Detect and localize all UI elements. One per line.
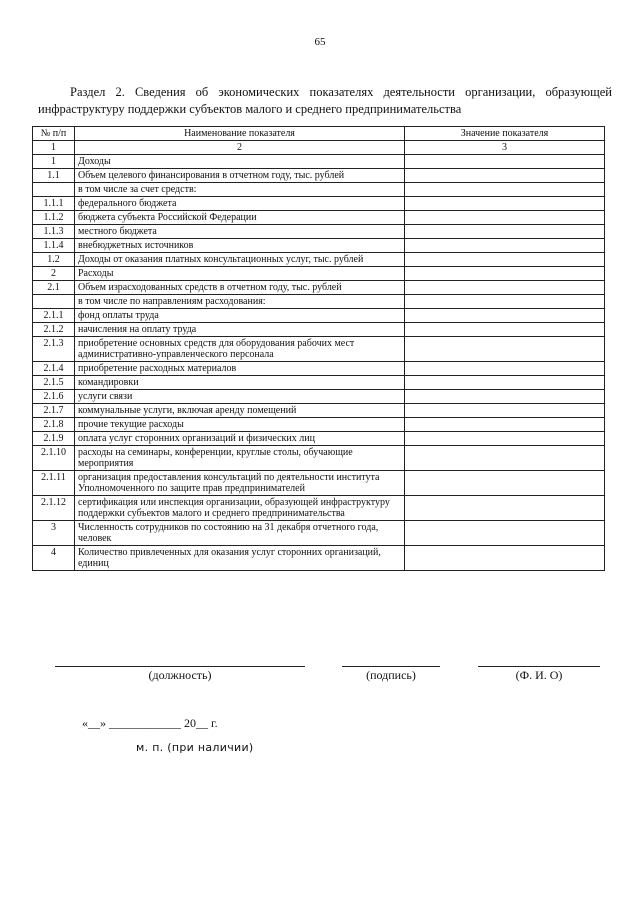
signature-label: (подпись) [366, 668, 416, 682]
indicators-table [32, 126, 605, 571]
row-value-cell[interactable] [405, 267, 605, 281]
row-number: 1.1.4 [33, 239, 75, 253]
table-row [33, 253, 605, 267]
row-indicator-name: приобретение расходных материалов [75, 362, 405, 376]
position-label: (должность) [148, 668, 212, 682]
table-row [33, 362, 605, 376]
row-value-cell[interactable] [405, 281, 605, 295]
row-number: 2.1.2 [33, 323, 75, 337]
row-value-cell[interactable] [405, 309, 605, 323]
table-header-row [33, 127, 605, 141]
table-row [33, 446, 605, 471]
row-value-cell[interactable] [405, 390, 605, 404]
signature-line [342, 666, 440, 667]
row-value-cell[interactable] [405, 225, 605, 239]
row-value-cell[interactable] [405, 211, 605, 225]
table-row [33, 211, 605, 225]
row-number: 2.1.6 [33, 390, 75, 404]
row-indicator-name: сертификация или инспекция организации, образующей инфраструктуру поддержки субъектов малого и среднего предпринимательства [75, 496, 405, 521]
header-value: Значение показателя [405, 127, 605, 141]
row-value-cell[interactable] [405, 521, 605, 546]
table-row [33, 418, 605, 432]
row-indicator-name: услуги связи [75, 390, 405, 404]
row-value-cell[interactable] [405, 446, 605, 471]
row-indicator-name: в том числе за счет средств: [75, 183, 405, 197]
row-number: 2.1.10 [33, 446, 75, 471]
page-number: 65 [314, 36, 326, 48]
row-number: 3 [33, 521, 75, 546]
row-value-cell[interactable] [405, 404, 605, 418]
row-indicator-name: организация предоставления консультаций по деятельности института Уполномоченного по защите прав предпринимателей [75, 471, 405, 496]
name-line [478, 666, 600, 667]
table-row [33, 323, 605, 337]
row-number: 1.1 [33, 169, 75, 183]
table-row [33, 295, 605, 309]
table-row [33, 390, 605, 404]
row-indicator-name: Доходы от оказания платных консультационных услуг, тыс. рублей [75, 253, 405, 267]
table-row [33, 546, 605, 571]
table-row [33, 471, 605, 496]
row-indicator-name: командировки [75, 376, 405, 390]
row-value-cell[interactable] [405, 183, 605, 197]
date-line: «__» ____________ 20__ г. [82, 716, 218, 730]
table-row [33, 183, 605, 197]
row-value-cell[interactable] [405, 155, 605, 169]
row-number: 1 [33, 155, 75, 169]
table-row [33, 521, 605, 546]
row-number: 2.1.7 [33, 404, 75, 418]
row-indicator-name: коммунальные услуги, включая аренду помещений [75, 404, 405, 418]
position-line [55, 666, 305, 667]
table-row [33, 496, 605, 521]
row-indicator-name: Численность сотрудников по состоянию на 31 декабря отчетного года, человек [75, 521, 405, 546]
section-heading: Раздел 2. Сведения об экономических показателях деятельности организации, образующей инфраструктуру поддержки субъектов малого и среднего предпринимательства [38, 85, 612, 116]
row-indicator-name: прочие текущие расходы [75, 418, 405, 432]
table-row [33, 169, 605, 183]
row-indicator-name: бюджета субъекта Российской Федерации [75, 211, 405, 225]
row-number: 2 [33, 267, 75, 281]
row-indicator-name: оплата услуг сторонних организаций и физических лиц [75, 432, 405, 446]
row-indicator-name: федерального бюджета [75, 197, 405, 211]
row-number: 2.1.11 [33, 471, 75, 496]
table-row [33, 225, 605, 239]
row-number: 2.1.12 [33, 496, 75, 521]
row-value-cell[interactable] [405, 471, 605, 496]
row-value-cell[interactable] [405, 418, 605, 432]
table-row [33, 404, 605, 418]
column-number: 2 [75, 141, 405, 155]
row-value-cell[interactable] [405, 169, 605, 183]
row-number: 2.1.1 [33, 309, 75, 323]
row-indicator-name: в том числе по направлениям расходования: [75, 295, 405, 309]
row-number: 1.1.2 [33, 211, 75, 225]
row-value-cell[interactable] [405, 337, 605, 362]
row-indicator-name: приобретение основных средств для оборудования рабочих мест административно-управленческого персонала [75, 337, 405, 362]
table-row [33, 239, 605, 253]
table-row [33, 267, 605, 281]
row-value-cell[interactable] [405, 197, 605, 211]
row-indicator-name: Объем целевого финансирования в отчетном году, тыс. рублей [75, 169, 405, 183]
row-number: 2.1.9 [33, 432, 75, 446]
table-row [33, 197, 605, 211]
row-value-cell[interactable] [405, 362, 605, 376]
name-label: (Ф. И. О) [515, 668, 563, 682]
row-number: 1.2 [33, 253, 75, 267]
table-row [33, 337, 605, 362]
row-number: 1.1.3 [33, 225, 75, 239]
row-indicator-name: Доходы [75, 155, 405, 169]
table-body [33, 155, 605, 571]
row-number: 2.1.3 [33, 337, 75, 362]
row-value-cell[interactable] [405, 496, 605, 521]
column-number: 1 [33, 141, 75, 155]
column-number-row [33, 141, 605, 155]
row-value-cell[interactable] [405, 323, 605, 337]
row-value-cell[interactable] [405, 239, 605, 253]
row-indicator-name: начисления на оплату труда [75, 323, 405, 337]
header-name: Наименование показателя [75, 127, 405, 141]
row-indicator-name: внебюджетных источников [75, 239, 405, 253]
row-indicator-name: Объем израсходованных средств в отчетном году, тыс. рублей [75, 281, 405, 295]
row-number: 2.1.8 [33, 418, 75, 432]
row-indicator-name: местного бюджета [75, 225, 405, 239]
row-value-cell[interactable] [405, 295, 605, 309]
stamp-note: м. п. (при наличии) [136, 741, 254, 754]
row-indicator-name: фонд оплаты труда [75, 309, 405, 323]
row-number [33, 295, 75, 309]
header-num: № п/п [33, 127, 75, 141]
row-number: 4 [33, 546, 75, 571]
table-row [33, 376, 605, 390]
row-number: 2.1.5 [33, 376, 75, 390]
column-number: 3 [405, 141, 605, 155]
table-row [33, 281, 605, 295]
row-value-cell[interactable] [405, 432, 605, 446]
row-value-cell[interactable] [405, 376, 605, 390]
row-indicator-name: расходы на семинары, конференции, круглые столы, обучающие мероприятия [75, 446, 405, 471]
row-number: 1.1.1 [33, 197, 75, 211]
row-value-cell[interactable] [405, 253, 605, 267]
table-row [33, 155, 605, 169]
row-value-cell[interactable] [405, 546, 605, 571]
table-row [33, 432, 605, 446]
table-row [33, 309, 605, 323]
row-number: 2.1.4 [33, 362, 75, 376]
row-number: 2.1 [33, 281, 75, 295]
row-indicator-name: Количество привлеченных для оказания услуг сторонних организаций, единиц [75, 546, 405, 571]
row-number [33, 183, 75, 197]
row-indicator-name: Расходы [75, 267, 405, 281]
